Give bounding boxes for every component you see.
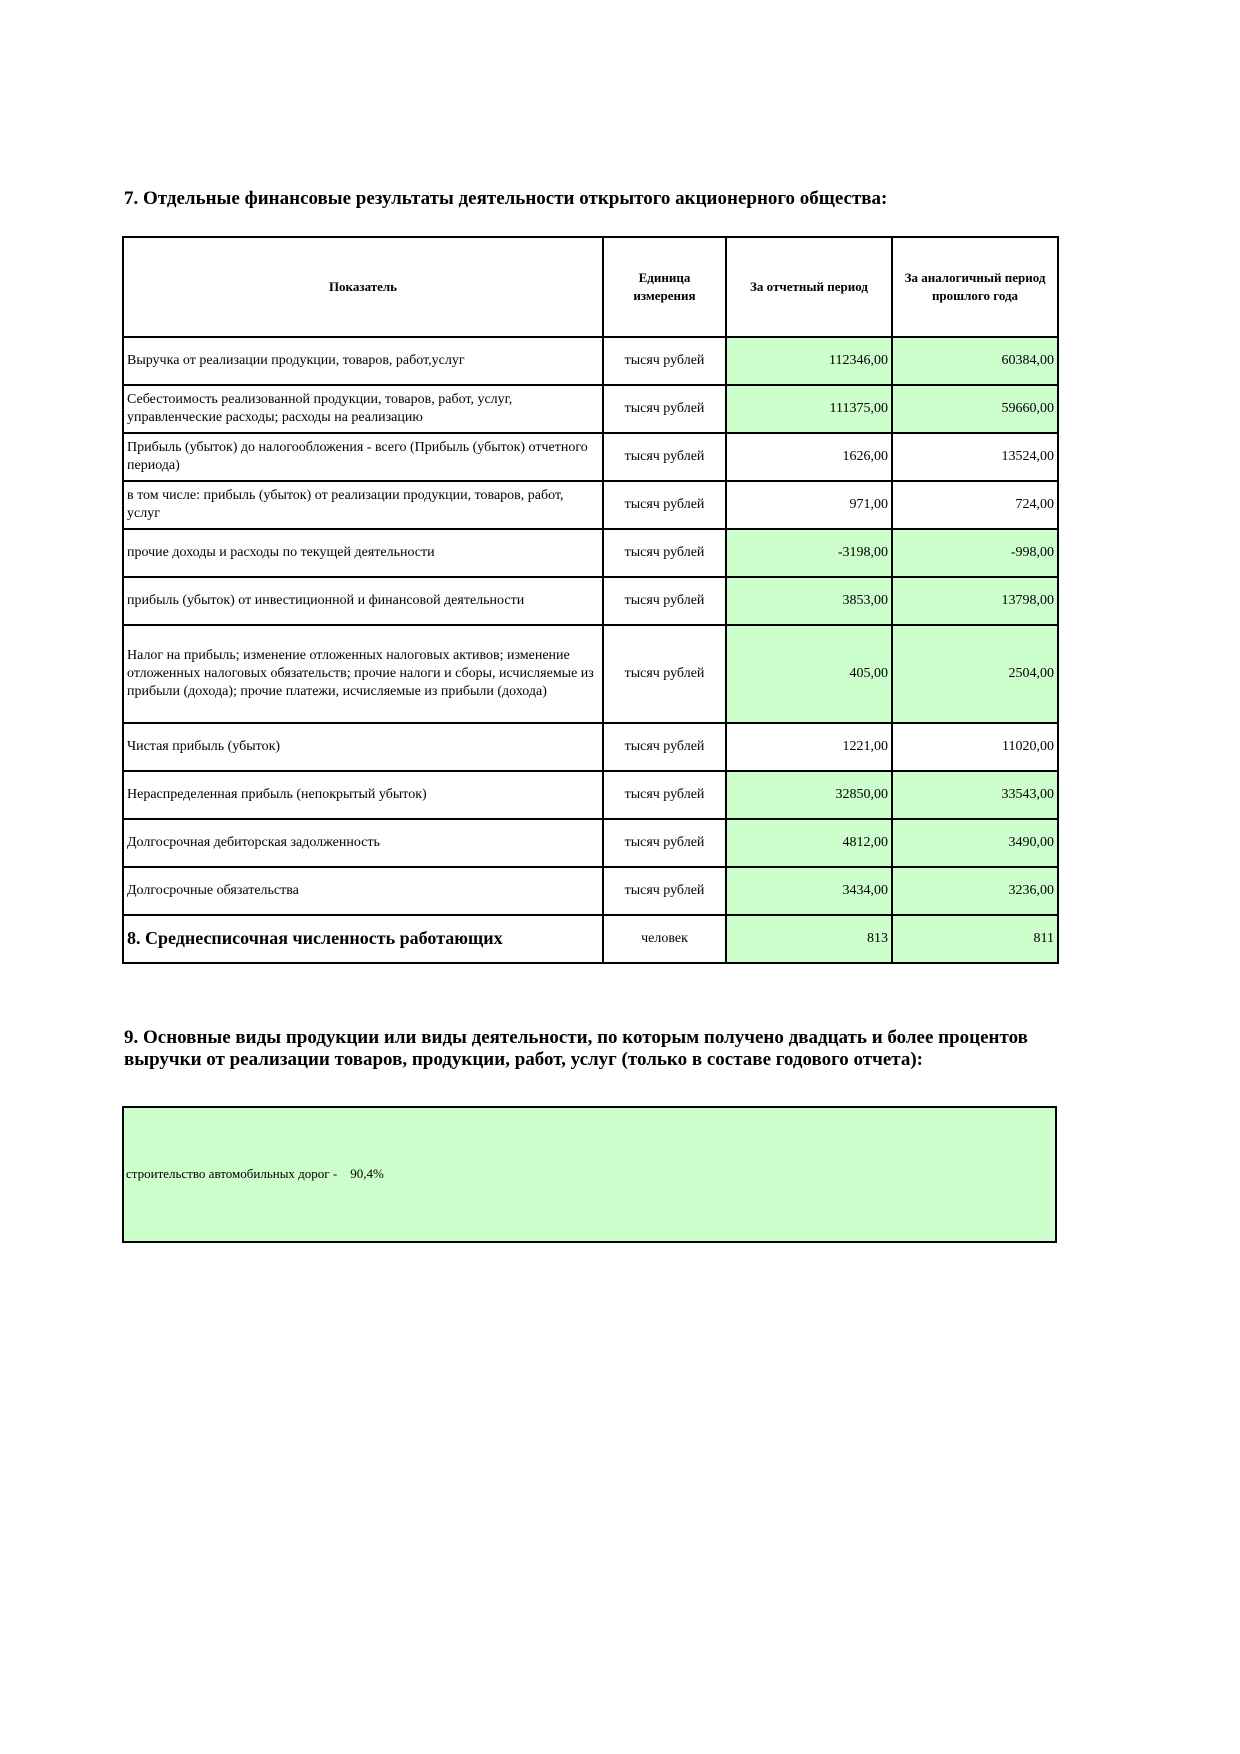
row-previous-value: -998,00	[892, 529, 1058, 577]
row-indicator: Налог на прибыль; изменение отложенных налоговых активов; изменение отложенных налоговых обязательств; прочие налоги и сборы, исчисляемые из прибыли (дохода); прочие платежи, исчисляемые из прибыли (дохода)	[123, 625, 603, 723]
table-header-row	[123, 237, 1058, 337]
row-unit: тысяч рублей	[603, 867, 726, 915]
section-9-title: 9. Основные виды продукции или виды деятельности, по которым получено двадцать и более процентов выручки от реализации товаров, продукции, работ, услуг (только в составе годового отчета):	[124, 1027, 1028, 1070]
header-indicator: Показатель	[123, 237, 603, 337]
row-current-value: 1221,00	[726, 723, 892, 771]
row-previous-value: 3236,00	[892, 867, 1058, 915]
financial-results-table	[122, 236, 1059, 964]
row-indicator: Долгосрочные обязательства	[123, 867, 603, 915]
row-current-value: 813	[726, 915, 892, 963]
row-previous-value: 811	[892, 915, 1058, 963]
row-previous-value: 13524,00	[892, 433, 1058, 481]
table-row	[123, 577, 1058, 625]
row-indicator: в том числе: прибыль (убыток) от реализации продукции, товаров, работ, услуг	[123, 481, 603, 529]
row-previous-value: 33543,00	[892, 771, 1058, 819]
row-previous-value: 2504,00	[892, 625, 1058, 723]
row-previous-value: 13798,00	[892, 577, 1058, 625]
row-unit: человек	[603, 915, 726, 963]
main-activity-text: строительство автомобильных дорог - 90,4%	[126, 1166, 384, 1181]
row-indicator: Выручка от реализации продукции, товаров, работ,услуг	[123, 337, 603, 385]
row-current-value: 32850,00	[726, 771, 892, 819]
row-indicator: Себестоимость реализованной продукции, товаров, работ, услуг, управленческие расходы; расходы на реализацию	[123, 385, 603, 433]
row-indicator: Прибыль (убыток) до налогообложения - всего (Прибыль (убыток) отчетного периода)	[123, 433, 603, 481]
row-current-value: 405,00	[726, 625, 892, 723]
table-row	[123, 529, 1058, 577]
employee-count-row	[123, 915, 1058, 963]
row-current-value: 3434,00	[726, 867, 892, 915]
table-row	[123, 385, 1058, 433]
row-current-value: 971,00	[726, 481, 892, 529]
header-previous-period: За аналогичный период прошлого года	[892, 237, 1058, 337]
row-current-value: -3198,00	[726, 529, 892, 577]
row-unit: тысяч рублей	[603, 337, 726, 385]
row-previous-value: 3490,00	[892, 819, 1058, 867]
row-indicator: Долгосрочная дебиторская задолженность	[123, 819, 603, 867]
row-unit: тысяч рублей	[603, 481, 726, 529]
section-8-title: 8. Среднесписочная численность работающих	[123, 915, 603, 963]
header-unit: Единица измерения	[603, 237, 726, 337]
row-previous-value: 724,00	[892, 481, 1058, 529]
row-indicator: прибыль (убыток) от инвестиционной и финансовой деятельности	[123, 577, 603, 625]
row-unit: тысяч рублей	[603, 771, 726, 819]
table-row	[123, 723, 1058, 771]
row-unit: тысяч рублей	[603, 577, 726, 625]
row-indicator: Чистая прибыль (убыток)	[123, 723, 603, 771]
main-activities-box	[122, 1106, 1057, 1243]
row-unit: тысяч рублей	[603, 819, 726, 867]
section-7-title: 7. Отдельные финансовые результаты деятельности открытого акционерного общества:	[124, 188, 888, 209]
row-current-value: 1626,00	[726, 433, 892, 481]
table-row	[123, 819, 1058, 867]
row-unit: тысяч рублей	[603, 433, 726, 481]
row-unit: тысяч рублей	[603, 723, 726, 771]
row-previous-value: 60384,00	[892, 337, 1058, 385]
row-indicator: прочие доходы и расходы по текущей деятельности	[123, 529, 603, 577]
row-unit: тысяч рублей	[603, 625, 726, 723]
header-current-period: За отчетный период	[726, 237, 892, 337]
row-unit: тысяч рублей	[603, 385, 726, 433]
table-row	[123, 771, 1058, 819]
row-previous-value: 11020,00	[892, 723, 1058, 771]
row-current-value: 111375,00	[726, 385, 892, 433]
table-row	[123, 867, 1058, 915]
row-unit: тысяч рублей	[603, 529, 726, 577]
row-indicator: Нераспределенная прибыль (непокрытый убыток)	[123, 771, 603, 819]
row-current-value: 4812,00	[726, 819, 892, 867]
row-previous-value: 59660,00	[892, 385, 1058, 433]
row-current-value: 3853,00	[726, 577, 892, 625]
table-row	[123, 337, 1058, 385]
table-row	[123, 481, 1058, 529]
row-current-value: 112346,00	[726, 337, 892, 385]
table-row	[123, 625, 1058, 723]
table-row	[123, 433, 1058, 481]
